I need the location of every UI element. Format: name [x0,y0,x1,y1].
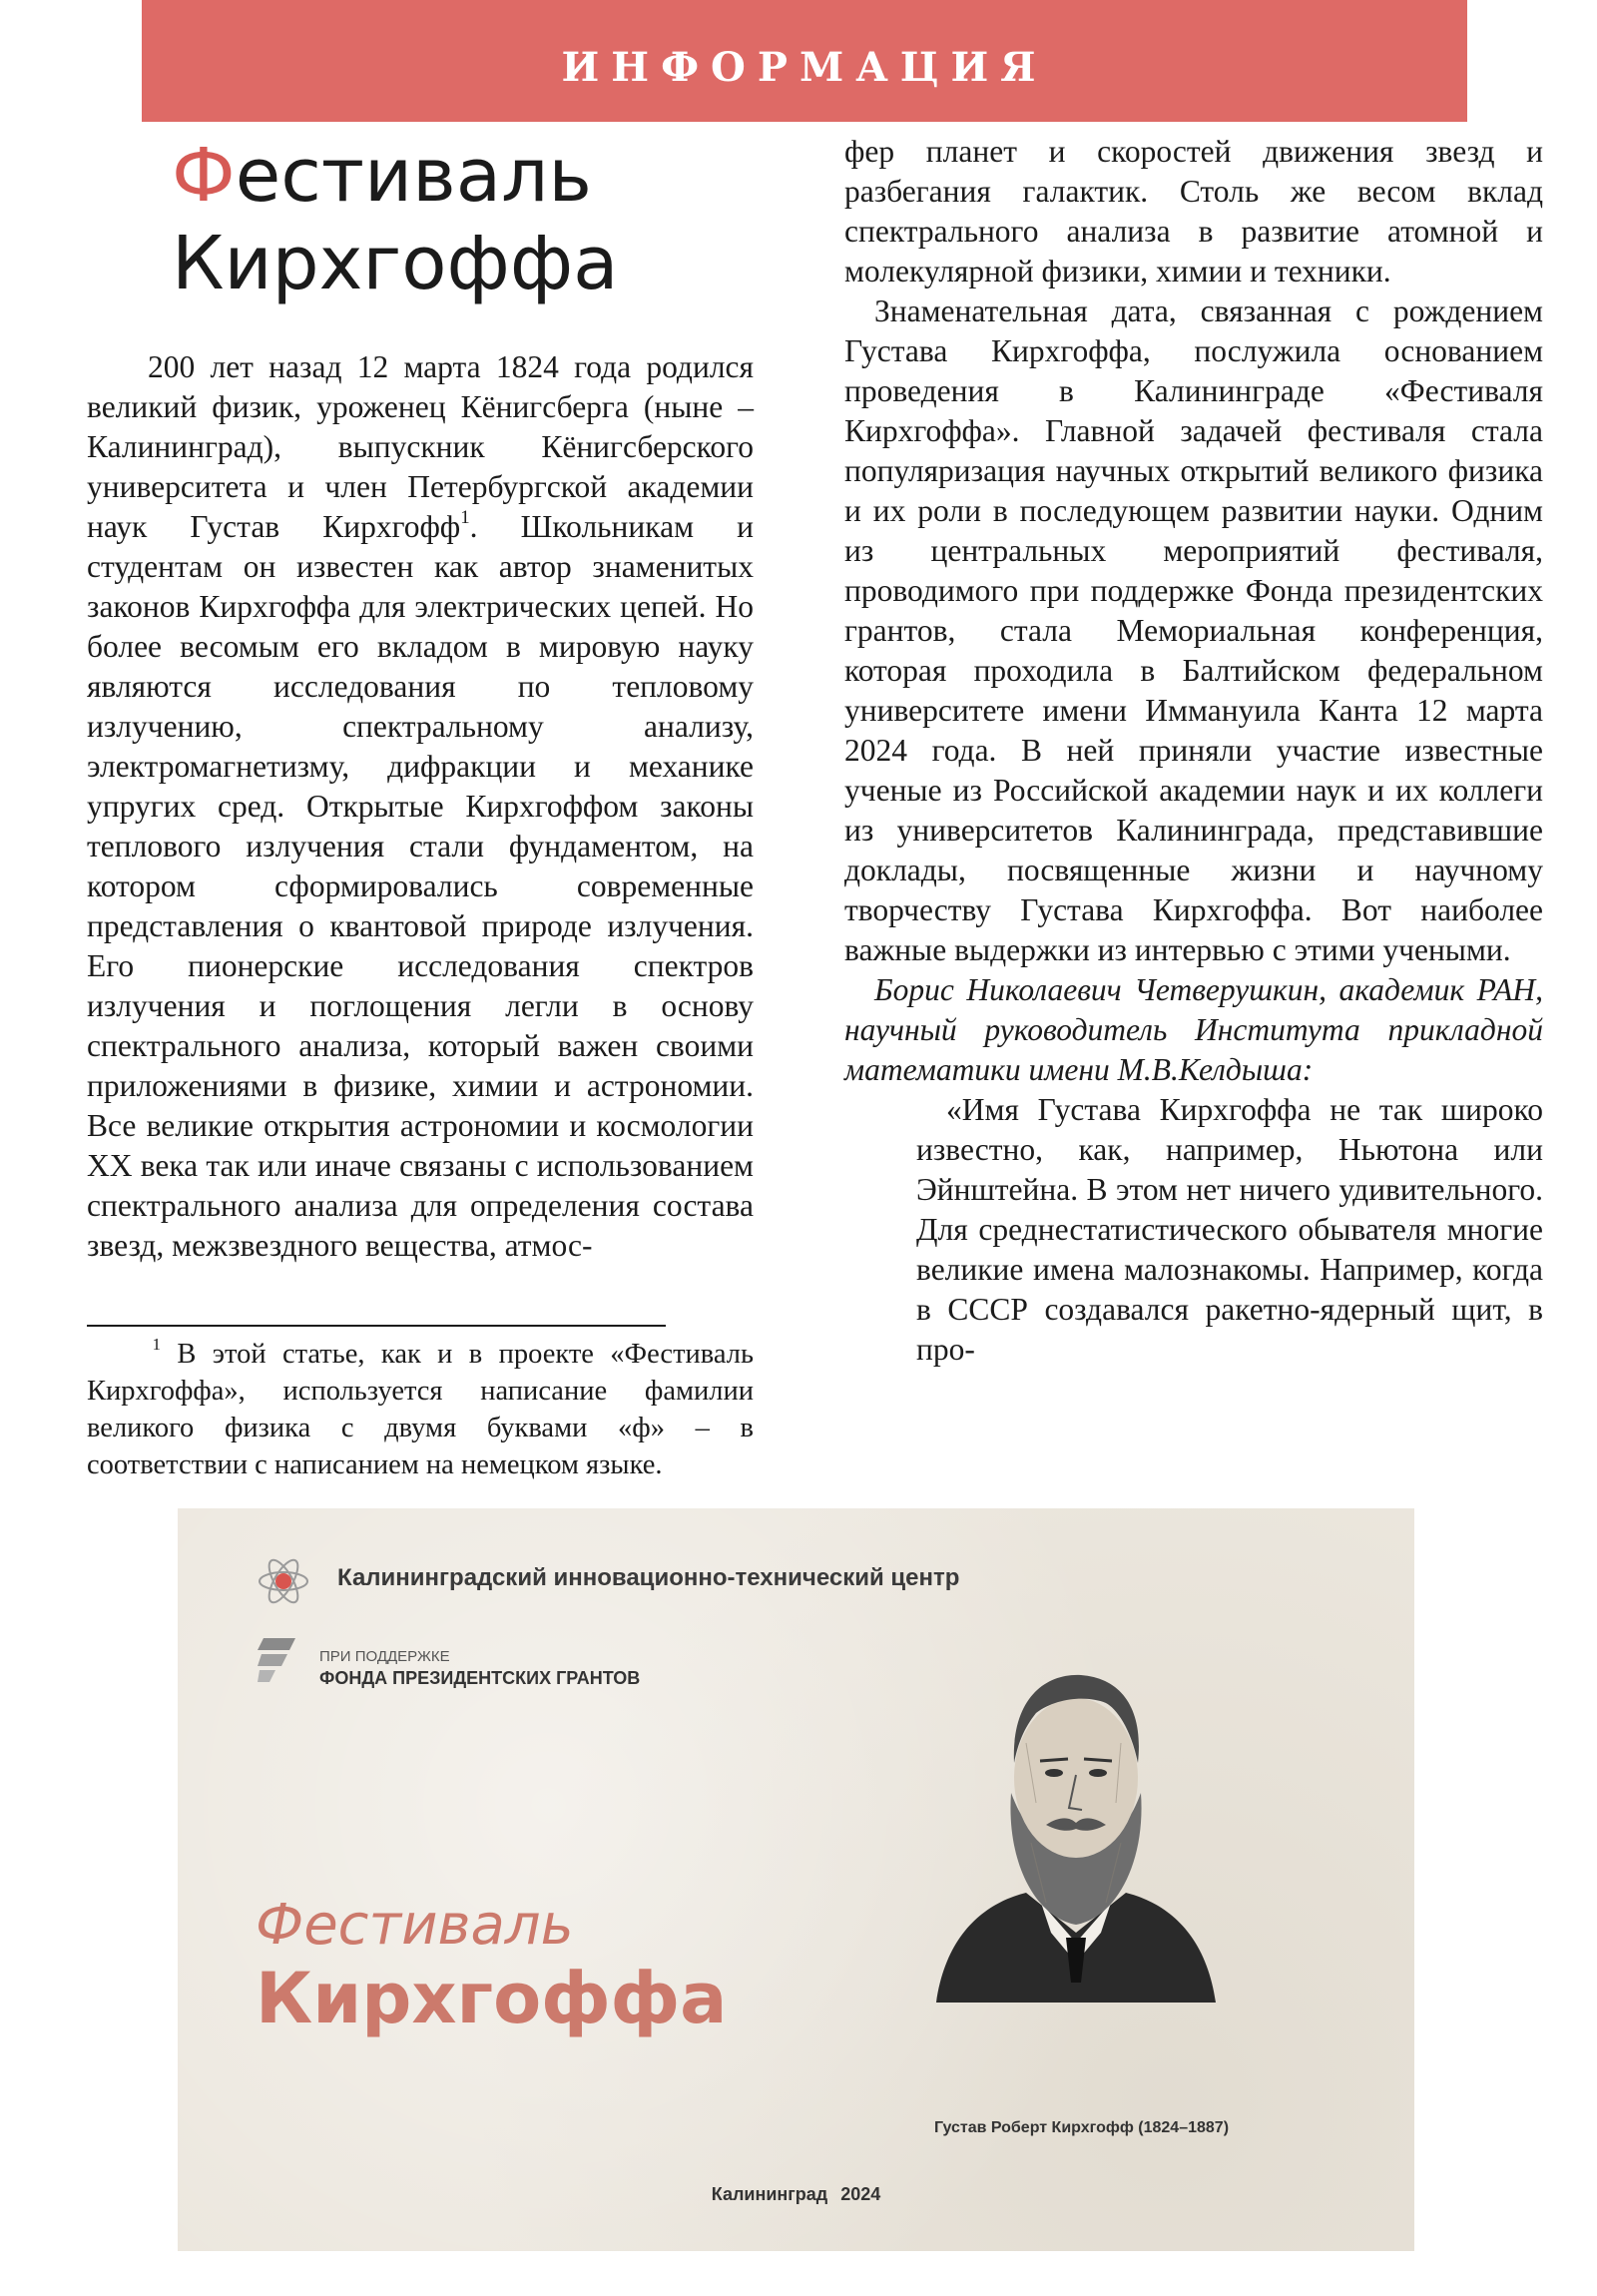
footnote-text: В этой статье, как и в проекте «Фестиваль Кирхгоффа», используется написание фамилии великого физика с двумя буквами «ф» – в соответствии с написанием на немецком языке. [87,1339,754,1480]
poster-organization: Калининградский инновационно-технический центр [337,1564,960,1591]
title-line2: Кирхгоффа [172,221,619,306]
left-paragraph-text-a: 200 лет назад 12 марта 1824 года родился великий физик, уроженец Кёнигсберга (ныне – Калининград), выпускник Кёнигсберского университета и член Петербургской академии наук Густав Кирхгофф [87,349,755,544]
article-right-column [844,132,1543,1370]
right-paragraph-festival: Знаменательная дата, связанная с рождением Густава Кирхгоффа, послужила основанием проведения в Калининграде «Фестиваля Кирхгоффа». Главной задачей фестиваля стала популяризация научных открытий великого физика и их роли в последующем развитии науки. Одним из центральных мероприятий фестиваля, проводимого при поддержке Фонда президентских грантов, стала Мемориальная конференция, которая проходила в Балтийском федеральном университете имени Иммануила Канта 12 марта 2024 года. В ней приняли участие известные ученые из Российской академии наук и их коллеги из университетов Калининграда, представившие доклады, посвященные жизни и научному творчеству Густава Кирхгоффа. Вот наиболее важные выдержки из интервью с этими учеными. [844,293,1543,967]
section-header-band [142,0,1467,122]
title-initial-letter: Ф [172,133,236,219]
grant-fund-logo-icon [258,1636,297,1684]
section-label: ИНФОРМАЦИЯ [561,44,1048,91]
footnote [87,1336,754,1483]
atom-logo-icon [256,1553,311,1609]
title-line1-rest: естиваль [235,133,592,219]
left-paragraph [87,347,754,1266]
festival-poster [178,1508,1414,2251]
interview-quote: «Имя Густава Кирхгоффа не так широко известно, как, например, Ньютона или Эйнштейна. В этом нет ничего удивительного. Для среднестатистического обывателя многие великие имена малознакомы. Например, когда в СССР создавался ракетно-ядерный щит, в про- [916,1092,1543,1367]
portrait-caption: Густав Роберт Кирхгофф (1824–1887) [934,2119,1230,2136]
interview-speaker: Борис Николаевич Четверушкин, академик РАН, научный руководитель Института прикладной математики имени М.В.Келдыша: [844,972,1543,1087]
poster-festival-name: Кирхгоффа [256,1958,728,2039]
right-paragraph-continuation: фер планет и скоростей движения звезд и разбегания галактик. Столь же весом вклад спектрального анализа в развитие атомной и молекулярной физики, химии и техники. [844,134,1543,288]
footnote-marker: 1 [152,1334,162,1354]
footnote-ref[interactable]: 1 [460,506,470,528]
article-left-column [87,347,754,1266]
kirchhoff-portrait-engraving [916,1603,1236,2003]
poster-festival-word: Фестиваль [256,1893,574,1958]
poster-grant-caption: ПРИ ПОДДЕРЖКЕ [319,1648,450,1665]
poster-city-year: Калининград 2024 [711,2184,881,2204]
article-title [172,132,711,307]
footnote-divider [87,1325,666,1327]
left-paragraph-text-b: . Школьникам и студентам он известен как автор знаменитых законов Кирхгоффа для электрических цепей. Но более весомым его вкладом в мировую науку являются исследования по тепловому излучению, спектральному анализу, электромагнетизму, дифракции и механике упругих сред. Открытые Кирхгоффом законы теплового излучения стали фундаментом, на котором сформировались современные представления о квантовой природе излучения. Его пионерские исследования спектров излучения и поглощения легли в основу спектрального анализа, который важен своими приложениями в физике, химии и астрономии. Все великие открытия астрономии и космологии XX века так или иначе связаны с использованием спектрального анализа для определения состава звезд, межзвездного вещества, атмос- [87,509,754,1263]
poster-grant-name: ФОНДА ПРЕЗИДЕНТСКИХ ГРАНТОВ [319,1668,641,1688]
